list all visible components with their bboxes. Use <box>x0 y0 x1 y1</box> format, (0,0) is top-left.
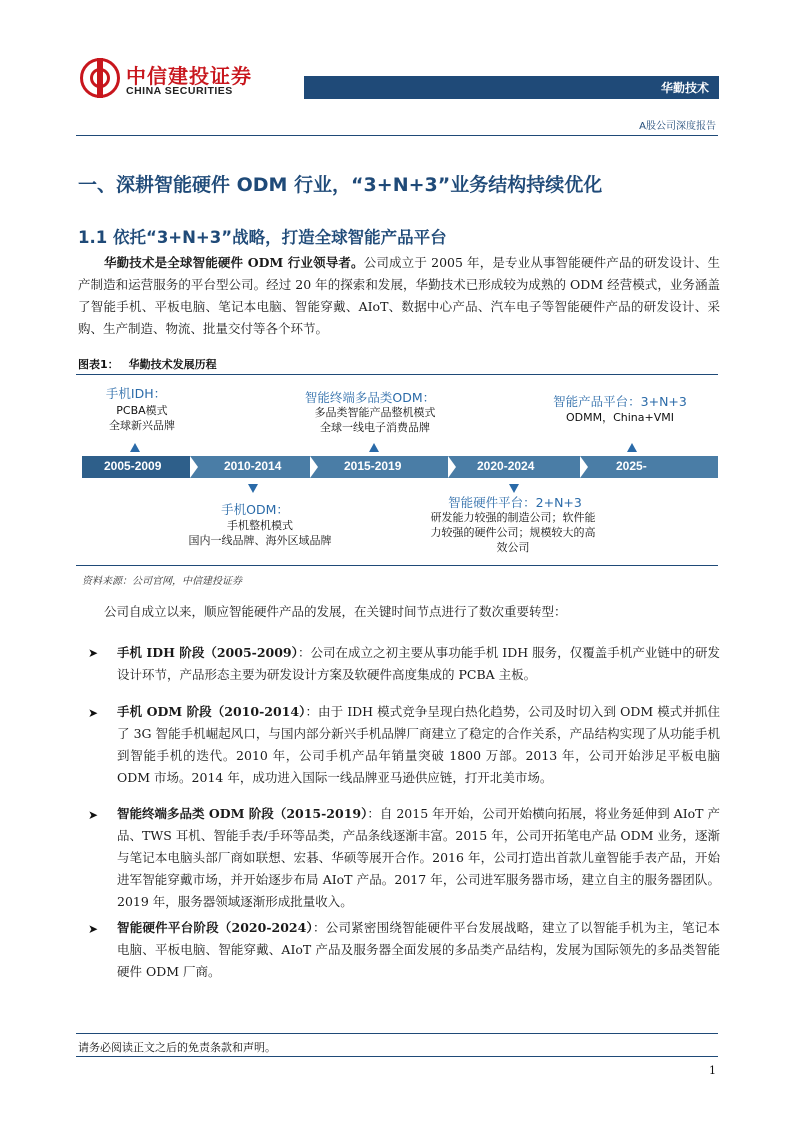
report-type: A股公司深度报告 <box>639 121 716 132</box>
phase-platform-title: 智能产品平台：3+N+3 <box>553 394 687 409</box>
phase-idh-title: 手机IDH： <box>105 386 167 401</box>
phase-hw-platform-line: 研发能力较强的制造公司；软件能力较强的硬件公司；规模较大的高效公司 <box>430 511 596 554</box>
intro-paragraph <box>78 252 720 340</box>
logo-cn-text: 中信建投证券 <box>126 64 252 88</box>
footer-divider <box>76 1033 718 1034</box>
arrow-up-icon <box>369 443 379 452</box>
bullet-text: ：公司紧密围绕智能硬件平台发展战略，建立了以智能手机为主，笔记本电脑、平板电脑、智能穿戴、AIoT 产品及服务器全面发展的多品类产品结构，发展为国际领先的多品类智能硬件 ODM 厂商。 <box>117 920 720 979</box>
footer-divider <box>76 1056 718 1057</box>
bullet-item <box>117 917 720 983</box>
company-name: 华勤技术 <box>660 81 709 95</box>
transition-paragraph: 公司自成立以来，顺应智能硬件产品的发展，在关键时间节点进行了数次重要转型： <box>104 604 567 619</box>
bullet-item <box>117 803 720 913</box>
bullet-lead: 手机 ODM 阶段（2010-2014） <box>117 704 306 719</box>
bullet-lead: 智能硬件平台阶段（2020-2024） <box>117 920 313 935</box>
timeline-label: 2010-2014 <box>224 459 282 473</box>
arrow-down-icon <box>509 484 519 493</box>
arrow-down-icon <box>248 484 258 493</box>
bullet-text: ：由于 IDH 模式竞争呈现白热化趋势，公司及时切入到 ODM 模式并抓住了 3G 智能手机崛起风口，与国内部分新兴手机品牌厂商建立了稳定的合作关系，产品结构实现了从功能手机到智能手机的迭代。2010 年，公司手机产品年销量突破 1800 万部。2013 年，公司开始涉足平板电脑 ODM 市场。2014 年，成功进入国际一线品牌亚马逊供应链，打开北美市场。 <box>117 704 720 785</box>
bullet-arrow-icon: ➤ <box>88 808 99 822</box>
timeline-separator <box>448 456 458 478</box>
header-bar <box>304 76 719 99</box>
phase-platform-line: ODMM，China+VMI <box>565 411 674 424</box>
bullet-arrow-icon: ➤ <box>88 706 99 720</box>
figure-title <box>78 356 217 372</box>
bullet-arrow-icon: ➤ <box>88 646 99 660</box>
phase-odm-line: 国内一线品牌、海外区域品牌 <box>188 534 332 547</box>
figure-top-divider <box>76 374 718 375</box>
phase-multi-odm-line: 多品类智能产品整机模式 <box>314 406 436 419</box>
intro-text: 公司成立于 2005 年，是专业从事智能硬件产品的研发设计、生产制造和运营服务的平台型公司。经过 20 年的探索和发展，华勤技术已形成较为成熟的 ODM 经营模式，业务涵盖了智能手机、平板电脑、笔记本电脑、智能穿戴、AIoT、数据中心产品、汽车电子等智能硬件产品的研发设计、采购、生产制造、物流、批量交付等各个环节。 <box>78 255 720 336</box>
arrow-up-icon <box>130 443 140 452</box>
logo-emblem-icon <box>80 58 120 98</box>
subsection-title: 1.1 依托“3+N+3”战略，打造全球智能产品平台 <box>78 228 447 247</box>
bullet-lead: 智能终端多品类 ODM 阶段（2015-2019） <box>117 806 368 821</box>
header-divider <box>76 135 718 136</box>
timeline-separator <box>580 456 590 478</box>
bullet-text: ：公司在成立之初主要从事功能手机 IDH 服务，仅覆盖手机产业链中的研发设计环节，产品形态主要为研发设计方案及软硬件高度集成的 PCBA 主板。 <box>117 645 720 682</box>
timeline-label: 2025- <box>616 459 647 473</box>
logo-en-text: CHINA SECURITIES <box>126 85 233 97</box>
timeline-label: 2020-2024 <box>477 459 535 473</box>
section-title: 一、深耕智能硬件 ODM 行业，“3+N+3”业务结构持续优化 <box>78 174 603 196</box>
figure-label: 图表1： <box>78 358 119 371</box>
intro-lead: 华勤技术是全球智能硬件 ODM 行业领导者。 <box>104 255 364 270</box>
phase-odm-line: 手机整机模式 <box>227 519 293 532</box>
arrow-up-icon <box>627 443 637 452</box>
company-logo <box>80 58 260 102</box>
page-number: 1 <box>709 1064 716 1077</box>
bullet-item <box>117 701 720 789</box>
timeline-label: 2015-2019 <box>344 459 402 473</box>
figure-bottom-divider <box>76 565 718 566</box>
phase-idh-line: 全球新兴品牌 <box>109 419 175 432</box>
phase-hw-platform-title: 智能硬件平台：2+N+3 <box>448 495 582 510</box>
timeline-separator <box>310 456 320 478</box>
phase-multi-odm-line: 全球一线电子消费品牌 <box>320 421 430 434</box>
figure-caption: 华勤技术发展历程 <box>128 358 217 371</box>
timeline-label: 2005-2009 <box>104 459 162 473</box>
phase-multi-odm-title: 智能终端多品类ODM： <box>304 390 436 405</box>
footer-disclaimer: 请务必阅读正文之后的免责条款和声明。 <box>78 1041 276 1054</box>
figure-source: 资料来源：公司官网，中信建投证券 <box>82 576 242 587</box>
bullet-text: ：自 2015 年开始，公司开始横向拓展，将业务延伸到 AIoT 产品、TWS 耳机、智能手表/手环等品类，产品条线逐渐丰富。2015 年，公司开拓笔电产品 ODM 业务，逐渐与笔记本电脑头部厂商如联想、宏碁、华硕等展开合作。2016 年，公司打造出首款儿童智能手表产品，开始进军智能穿戴市场，并开始逐步布局 AIoT 产品。2017 年，公司进军服务器市场，建立自主的服务器团队。2019 年，服务器领域逐渐形成批量收入。 <box>117 806 720 909</box>
phase-odm-title: 手机ODM： <box>221 502 289 517</box>
phase-idh-line: PCBA模式 <box>116 404 168 417</box>
bullet-lead: 手机 IDH 阶段（2005-2009） <box>117 645 298 660</box>
bullet-arrow-icon: ➤ <box>88 922 99 936</box>
bullet-item <box>117 642 720 686</box>
timeline-separator <box>190 456 200 478</box>
